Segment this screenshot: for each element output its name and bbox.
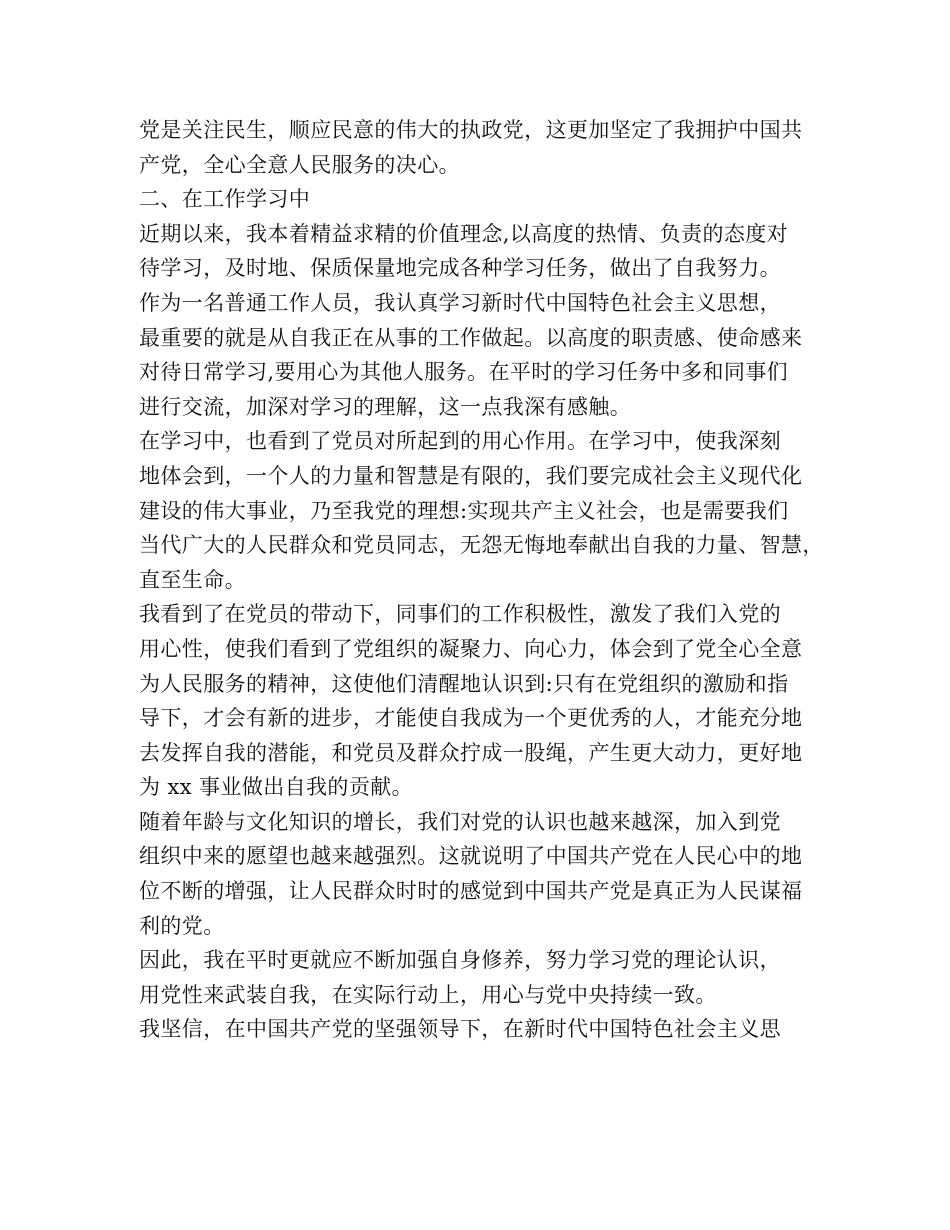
text-line: 用心性，使我们看到了党组织的凝聚力、向心力，体会到了党全心全意 <box>139 636 803 661</box>
text-line: 作为一名普通工作人员，我认真学习新时代中国特色社会主义思想， <box>139 290 781 315</box>
text-line: 最重要的就是从自我正在从事的工作做起。以高度的职责感、使命感来 <box>139 325 803 350</box>
text-line: 为 xx 事业做出自我的贡献。 <box>139 775 414 800</box>
text-line: 位不断的增强，让人民群众时时的感觉到中国共产党是真正为人民谋福 <box>139 879 803 904</box>
text-line: 在学习中，也看到了党员对所起到的用心作用。在学习中，使我深刻 <box>139 429 781 454</box>
text-line: 随着年龄与文化知识的增长，我们对党的认识也越来越深，加入到党 <box>139 809 781 834</box>
text-line: 组织中来的愿望也越来越强烈。这就说明了中国共产党在人民心中的地 <box>139 844 803 869</box>
text-line: 当代广大的人民群众和党员同志，无怨无悔地奉献出自我的力量、智慧， <box>139 533 824 558</box>
text-line: 对待日常学习,要用心为其他人服务。在平时的学习任务中多和同事们 <box>139 360 789 385</box>
text-line: 产党，全心全意人民服务的决心。 <box>139 152 460 177</box>
text-line: 直至生命。 <box>139 567 246 592</box>
text-line: 近期以来，我本着精益求精的价值理念,以高度的热情、负责的态度对 <box>139 221 789 246</box>
text-line: 导下，才会有新的进步，才能使自我成为一个更优秀的人，才能充分地 <box>139 706 803 731</box>
text-line: 待学习，及时地、保质保量地完成各种学习任务，做出了自我努力。 <box>139 256 781 281</box>
text-line: 为人民服务的精神，这使他们清醒地认识到:只有在党组织的激励和指 <box>139 671 789 696</box>
text-line: 利的党。 <box>139 913 225 938</box>
text-line: 党是关注民生，顺应民意的伟大的执政党，这更加坚定了我拥护中国共 <box>139 118 803 142</box>
text-line: 我坚信，在中国共产党的坚强领导下，在新时代中国特色社会主义思 <box>139 1017 781 1042</box>
text-line: 进行交流，加深对学习的理解，这一点我深有感触。 <box>139 394 632 419</box>
document-body <box>139 113 839 1047</box>
text-line: 地体会到，一个人的力量和智慧是有限的，我们要完成社会主义现代化 <box>139 463 803 488</box>
section-heading: 二、在工作学习中 <box>139 187 311 212</box>
text-line: 因此，我在平时更就应不断加强自身修养，努力学习党的理论认识， <box>139 948 781 973</box>
text-line: 我看到了在党员的带动下，同事们的工作积极性，激发了我们入党的 <box>139 602 781 627</box>
text-line: 去发挥自我的潜能，和党员及群众拧成一股绳，产生更大动力，更好地 <box>139 740 803 765</box>
text-line: 用党性来武装自我，在实际行动上，用心与党中央持续一致。 <box>139 982 717 1007</box>
text-line: 建设的伟大事业，乃至我党的理想:实现共产主义社会，也是需要我们 <box>139 498 789 523</box>
